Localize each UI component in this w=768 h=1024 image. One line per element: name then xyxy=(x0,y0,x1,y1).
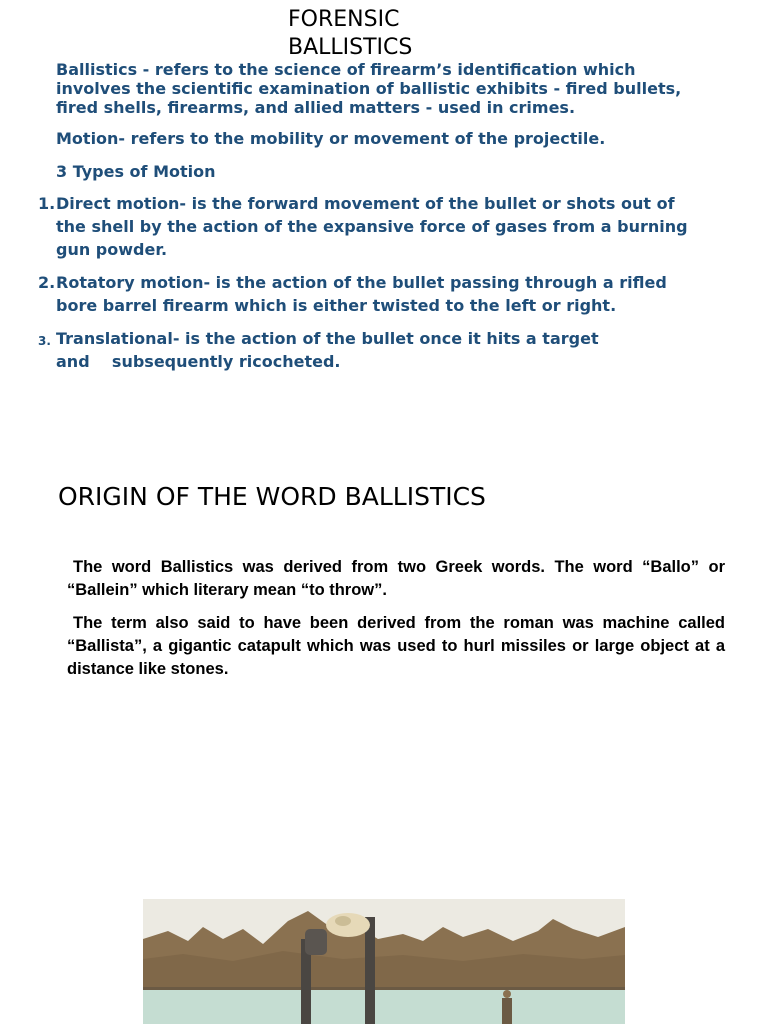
ballista-illustration xyxy=(143,899,625,1024)
title-line-2: BALLISTICS xyxy=(288,35,413,60)
type-line: the shell by the action of the expansive force of gases from a burning xyxy=(56,217,688,236)
definition-line: fired shells, firearms, and allied matters - used in crimes. xyxy=(56,98,576,117)
types-heading: 3 Types of Motion xyxy=(56,162,216,181)
definition-line: Ballistics - refers to the science of firearm’s identification which xyxy=(56,60,636,79)
definition-line: involves the scientific examination of ballistic exhibits - fired bullets, xyxy=(56,79,682,98)
page-title xyxy=(288,6,468,62)
type-number: 2. xyxy=(38,273,56,292)
type-line: gun powder. xyxy=(56,240,168,259)
type-item-2 xyxy=(38,271,667,317)
type-item-1 xyxy=(38,192,688,261)
water xyxy=(143,989,625,1024)
figure xyxy=(502,990,512,1024)
motion-definition: Motion- refers to the mobility or movement of the projectile. xyxy=(56,129,606,148)
ballistics-definition xyxy=(56,60,681,117)
type-line: Direct motion- is the forward movement of the bullet or shots out of xyxy=(56,194,675,213)
type-line: Translational- is the action of the bullet once it hits a target xyxy=(56,329,599,348)
type-line: bore barrel firearm which is either twisted to the left or right. xyxy=(56,296,617,315)
title-line-1: FORENSIC xyxy=(288,7,400,32)
type-line: and subsequently ricocheted. xyxy=(56,352,341,371)
type-line: Rotatory motion- is the action of the bullet passing through a rifled xyxy=(56,273,667,292)
origin-heading: ORIGIN OF THE WORD BALLISTICS xyxy=(58,482,486,511)
type-number: 3. xyxy=(38,334,51,348)
origin-paragraph-2: The term also said to have been derived from the roman was machine called “Ballista”, a gigantic catapult which was used to hurl missiles or large object at a distance like stones. xyxy=(67,614,725,678)
shoreline xyxy=(143,987,625,990)
type-item-3 xyxy=(38,327,599,373)
origin-paragraph-1: The word Ballistics was derived from two Greek words. The word “Ballo” or “Ballein” which literary mean “to throw”. xyxy=(67,558,725,599)
type-number: 1. xyxy=(38,194,56,213)
